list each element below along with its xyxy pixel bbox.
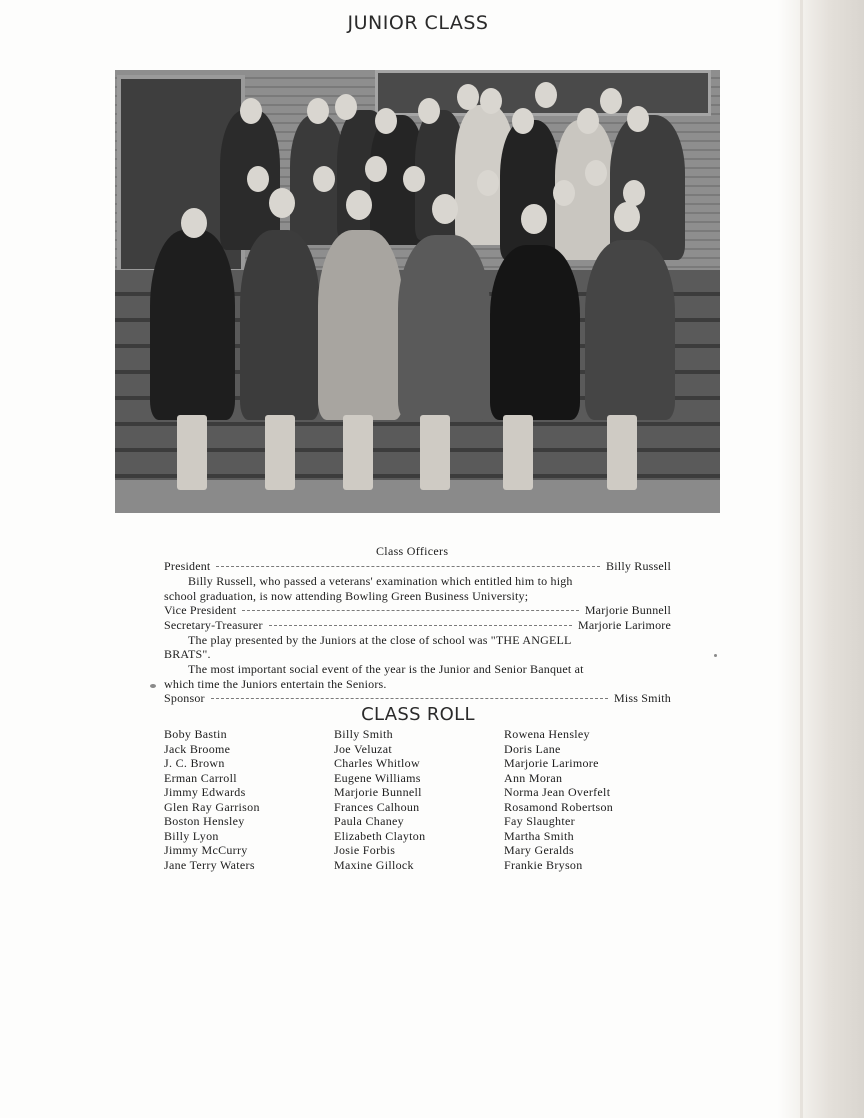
photo-person	[398, 235, 490, 420]
secretary-treasurer-label: Secretary-Treasurer	[164, 618, 263, 632]
photo-face	[365, 156, 387, 182]
class-roll-heading: CLASS ROLL	[361, 704, 475, 725]
photo-face	[240, 98, 262, 124]
leader-dots	[242, 610, 578, 611]
photo-face	[585, 160, 607, 186]
class-roll-name: Rosamond Robertson	[504, 799, 614, 814]
president-line	[164, 559, 671, 574]
class-roll-name: Jack Broome	[164, 741, 231, 756]
photo-face	[600, 88, 622, 114]
class-roll-name: Maxine Gillock	[334, 857, 414, 872]
vice-president-label: Vice President	[164, 603, 237, 617]
photo-person	[610, 115, 685, 260]
leader-dots	[216, 566, 600, 567]
class-roll-name: Doris Lane	[504, 741, 561, 756]
photo-face	[313, 166, 335, 192]
photo-legs	[420, 415, 450, 490]
photo-legs	[265, 415, 295, 490]
photo-legs	[177, 415, 207, 490]
photo-face	[346, 190, 372, 220]
photo-person	[318, 230, 403, 420]
photo-face	[614, 202, 640, 232]
photo-face	[418, 98, 440, 124]
class-roll-name: Rowena Hensley	[504, 727, 590, 741]
photo-face	[335, 94, 357, 120]
photo-face	[577, 108, 599, 134]
president-label: President	[164, 559, 211, 573]
class-roll-name: Billy Lyon	[164, 828, 219, 843]
paper-speck	[714, 654, 717, 657]
photo-face	[480, 88, 502, 114]
photo-face	[553, 180, 575, 206]
photo-face	[512, 108, 534, 134]
class-roll-column-3	[504, 727, 613, 872]
class-roll-name: Norma Jean Overfelt	[504, 785, 611, 799]
photo-face	[521, 204, 547, 234]
photo-face	[269, 188, 295, 218]
play-line-2: BRATS".	[164, 647, 211, 661]
photo-legs	[343, 415, 373, 490]
photo-face	[457, 84, 479, 110]
class-roll-name: Ann Moran	[504, 770, 563, 785]
class-roll-name: Marjorie Bunnell	[334, 785, 422, 799]
president-name: Billy Russell	[606, 559, 671, 573]
class-roll-name: Martha Smith	[504, 828, 574, 843]
class-roll-name: Glen Ray Garrison	[164, 799, 260, 814]
photo-person	[490, 245, 580, 420]
class-roll-name: Marjorie Larimore	[504, 756, 599, 770]
class-roll-column-1	[164, 727, 260, 872]
class-roll-name: Charles Whitlow	[334, 756, 420, 770]
class-roll-name: Billy Smith	[334, 727, 393, 741]
class-photograph	[115, 70, 720, 513]
photo-face	[627, 106, 649, 132]
photo-face	[307, 98, 329, 124]
class-roll-name: Boston Hensley	[164, 814, 245, 828]
photo-person	[240, 230, 320, 420]
sponsor-label: Sponsor	[164, 691, 205, 705]
president-note-line-1: Billy Russell, who passed a veterans' examination which entitled him to high	[188, 574, 573, 588]
page-title: JUNIOR CLASS	[347, 12, 489, 34]
binding-edge	[800, 0, 803, 1118]
photo-face	[247, 166, 269, 192]
class-roll-name: Jimmy McCurry	[164, 843, 248, 857]
photo-person	[150, 230, 235, 420]
secretary-treasurer-name: Marjorie Larimore	[577, 618, 671, 632]
class-roll-name: Frankie Bryson	[504, 857, 583, 872]
paper-speck	[150, 684, 156, 688]
class-officers-heading: Class Officers	[376, 544, 449, 558]
photo-person	[500, 120, 560, 260]
photo-legs	[607, 415, 637, 490]
photo-face	[432, 194, 458, 224]
class-roll-name: Frances Calhoun	[334, 799, 420, 814]
vice-president-name: Marjorie Bunnell	[584, 603, 671, 617]
leader-dots	[269, 625, 572, 626]
class-roll-name: J. C. Brown	[164, 756, 225, 770]
photo-person	[585, 240, 675, 420]
photo-legs	[503, 415, 533, 490]
photo-face	[403, 166, 425, 192]
class-roll-name: Josie Forbis	[334, 843, 396, 857]
play-line-1: The play presented by the Juniors at the close of school was "THE ANGELL	[188, 633, 572, 647]
president-note-line-2: school graduation, is now attending Bowling Green Business University;	[164, 589, 529, 603]
class-roll-name: Joe Veluzat	[334, 741, 393, 756]
class-roll-name: Fay Slaughter	[504, 814, 575, 828]
photo-face	[477, 170, 499, 196]
photo-face	[375, 108, 397, 134]
sponsor-name: Miss Smith	[613, 691, 671, 705]
class-roll-name: Eugene Williams	[334, 770, 421, 785]
photo-face	[181, 208, 207, 238]
class-roll-column-2	[334, 727, 425, 872]
vice-president-line	[164, 603, 671, 618]
leader-dots	[211, 698, 608, 699]
social-line-1: The most important social event of the year is the Junior and Senior Banquet at	[188, 662, 584, 676]
secretary-treasurer-line	[164, 618, 671, 633]
class-roll-name: Mary Geralds	[504, 843, 574, 857]
class-roll-name: Jane Terry Waters	[164, 857, 255, 872]
class-roll-name: Paula Chaney	[334, 814, 404, 828]
social-line-2: which time the Juniors entertain the Seniors.	[164, 677, 387, 691]
class-roll-name: Elizabeth Clayton	[334, 828, 426, 843]
photo-face	[535, 82, 557, 108]
class-roll-name: Jimmy Edwards	[164, 785, 246, 799]
class-roll-name: Boby Bastin	[164, 727, 227, 741]
class-roll-name: Erman Carroll	[164, 770, 237, 785]
